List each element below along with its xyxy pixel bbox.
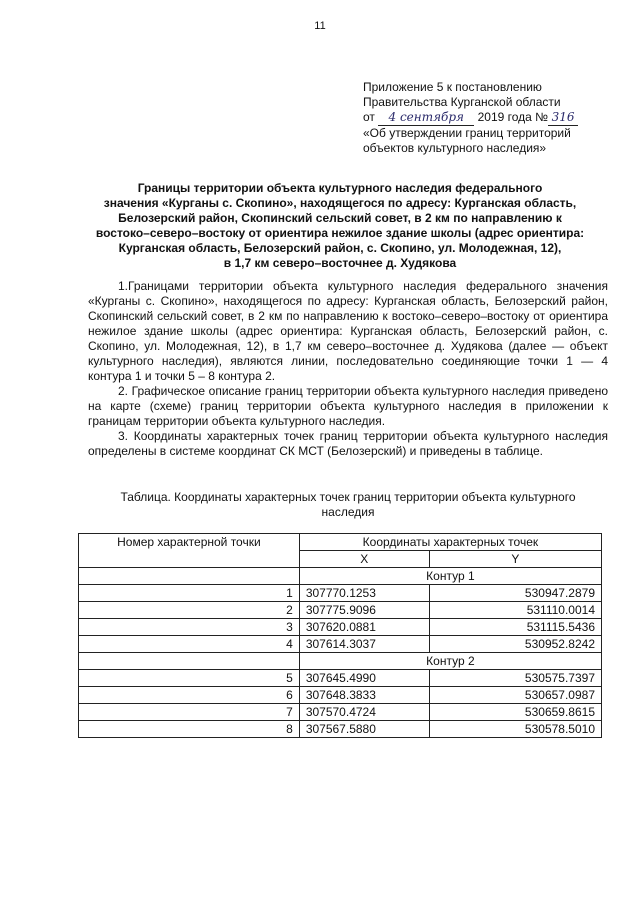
coord-x: 307645.4990 (299, 670, 429, 687)
paragraph-3: 3. Координаты характерных точек границ территории объекта культурного наследия определены в системе координат СК МСТ (Белозерский) и приведены в таблице. (88, 429, 608, 458)
coord-y: 531110.0014 (429, 602, 601, 619)
point-number: 5 (79, 670, 300, 687)
point-number: 4 (79, 636, 300, 653)
table-caption-line-1: Таблица. Координаты характерных точек границ территории объекта культурного (120, 490, 576, 504)
page-number: 11 (314, 20, 326, 32)
point-number: 6 (79, 687, 300, 704)
handwritten-number: 316 (548, 110, 578, 126)
appendix-line-2: Правительства Курганской области (363, 95, 561, 109)
coord-x: 307648.3833 (299, 687, 429, 704)
point-number: 2 (79, 602, 300, 619)
appendix-line-1: Приложение 5 к постановлению (363, 80, 542, 94)
point-number: 7 (79, 704, 300, 721)
contour-row (79, 568, 602, 585)
coord-x: 307775.9096 (299, 602, 429, 619)
paragraph-1: 1.Границами территории объекта культурного наследия федерального значения «Курганы с. Скопино», находящегося по адресу: Курганская область, Белозерский район, Скопинский сельский совет, в 2 км по направлению к востоко–северо–востоку от ориентира нежилое здание школы (адрес ориентира: Курганская область, Белозерский район, с. Скопино, ул. Молодежная, 12), в 1,7 км северо–восточнее д. Худякова (далее — объект культурного наследия), являются линии, последовательно соединяющие точки 1 — 4 контура 1 и точки 5 – 8 контура 2. (88, 279, 608, 383)
appendix-date-line (363, 110, 578, 126)
contour-row (79, 653, 602, 670)
title-line-5: Курганская область, Белозерский район, с. Скопино, ул. Молодежная, 12), (118, 241, 562, 255)
point-number: 8 (79, 721, 300, 738)
contour-label: Контур 2 (299, 653, 601, 670)
coord-x: 307567.5880 (299, 721, 429, 738)
table-row (79, 687, 602, 704)
title-line-3: Белозерский район, Скопинский сельский совет, в 2 км по направлению к (118, 211, 562, 225)
point-number: 1 (79, 585, 300, 602)
point-number: 3 (79, 619, 300, 636)
title-line-4: востоко–северо–востоку от ориентира нежилое здание школы (адрес ориентира: (95, 226, 585, 240)
coord-y: 530952.8242 (429, 636, 601, 653)
appendix-line-5: объектов культурного наследия» (363, 141, 547, 155)
coord-y: 530575.7397 (429, 670, 601, 687)
contour-empty-cell (79, 568, 300, 585)
contour-label: Контур 1 (299, 568, 601, 585)
coordinates-table (78, 533, 602, 738)
coord-y: 530659.8615 (429, 704, 601, 721)
coord-x: 307614.3037 (299, 636, 429, 653)
header-coordinates: Координаты характерных точек (299, 534, 601, 551)
coord-y: 530947.2879 (429, 585, 601, 602)
appendix-line-4: «Об утверждении границ территорий (363, 126, 571, 140)
handwritten-date: 4 сентября (378, 110, 474, 126)
table-row (79, 602, 602, 619)
body-text (88, 279, 608, 459)
table-caption-line-2: наследия (321, 505, 375, 519)
appendix-block (363, 80, 578, 156)
coord-x: 307570.4724 (299, 704, 429, 721)
title-line-1: Границы территории объекта культурного наследия федерального (137, 181, 543, 195)
table-row (79, 585, 602, 602)
table-row (79, 704, 602, 721)
table-header-row (79, 534, 602, 551)
table-row (79, 636, 602, 653)
coord-y: 530578.5010 (429, 721, 601, 738)
table-row (79, 619, 602, 636)
header-y: Y (429, 551, 601, 568)
contour-empty-cell (79, 653, 300, 670)
appendix-year-text: 2019 года № (477, 110, 549, 124)
table-row (79, 670, 602, 687)
coord-x: 307620.0881 (299, 619, 429, 636)
header-point-number: Номер характерной точки (79, 534, 300, 568)
title-line-6: в 1,7 км северо–восточнее д. Худякова (223, 256, 457, 270)
header-x: X (299, 551, 429, 568)
appendix-from-label: от (363, 110, 375, 124)
document-title (80, 181, 600, 271)
table-row (79, 721, 602, 738)
title-line-2: значения «Курганы с. Скопино», находящегося по адресу: Курганская область, (103, 196, 577, 210)
table-caption (88, 490, 608, 520)
paragraph-2: 2. Графическое описание границ территории объекта культурного наследия приведено на карте (схеме) границ территории объекта культурного наследия в приложении к границам территории объекта культурного наследия. (88, 384, 608, 428)
coord-y: 531115.5436 (429, 619, 601, 636)
coord-y: 530657.0987 (429, 687, 601, 704)
coord-x: 307770.1253 (299, 585, 429, 602)
